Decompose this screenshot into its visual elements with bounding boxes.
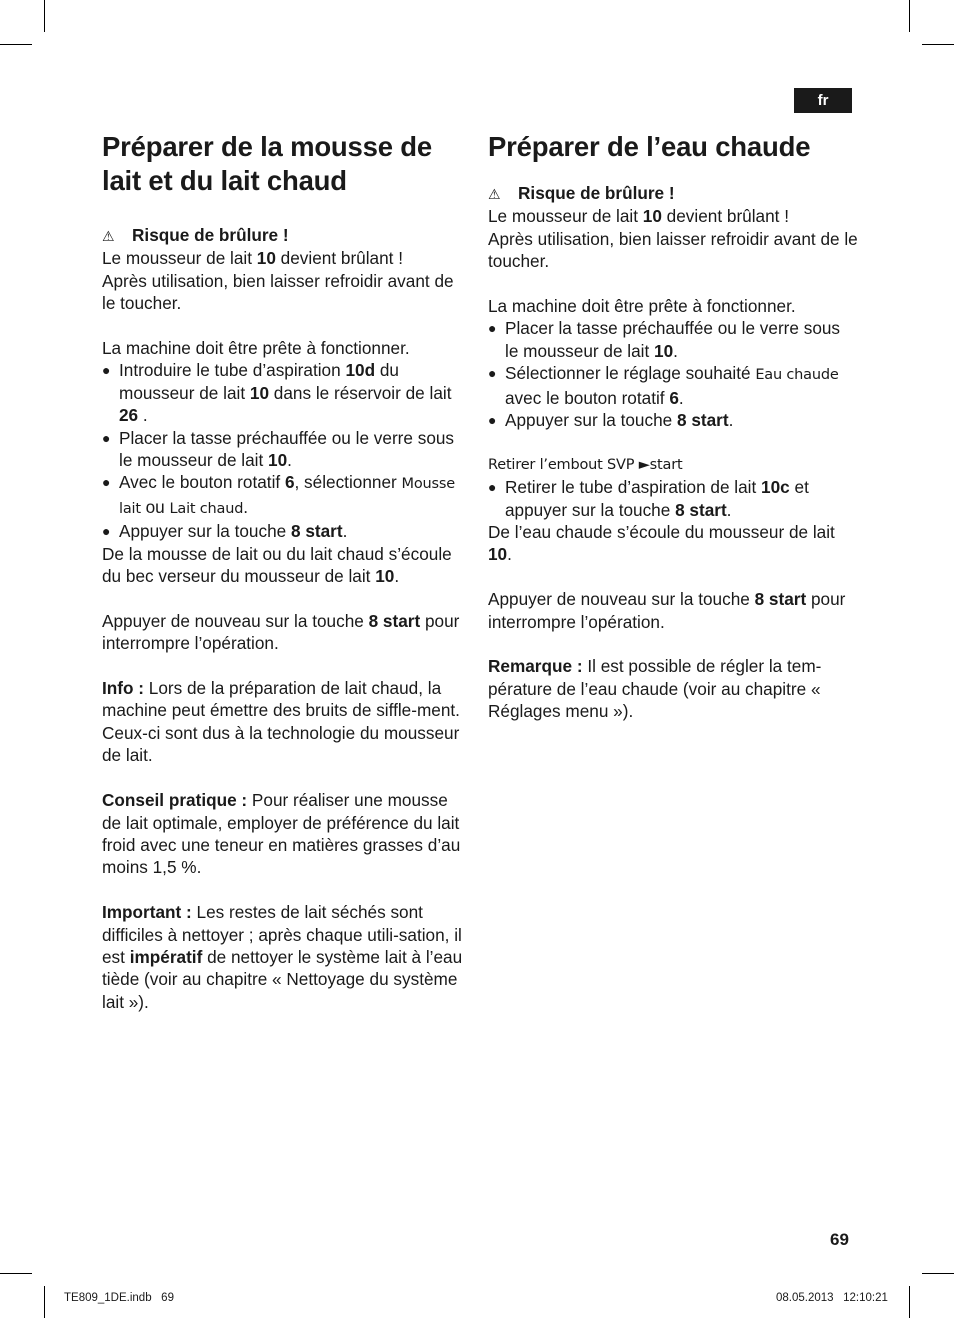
warning-heading [488, 182, 858, 205]
section-title-milk: Préparer de la mousse de lait et du lait chaud [102, 131, 432, 196]
crop-mark [909, 1286, 910, 1318]
crop-mark [922, 1273, 954, 1274]
list-item: ● Appuyer sur la touche 8 start. [488, 410, 734, 431]
left-column [102, 130, 470, 1013]
warning-title: Risque de brûlure ! [132, 225, 289, 245]
list-item: ● Placer la tasse préchauffée ou le verre sous le mousseur de lait 10. [488, 318, 841, 361]
crop-mark [44, 0, 45, 32]
flow-text: De la mousse de lait ou du lait chaud s’écoule du bec verseur du mousseur de lait 10. [102, 543, 452, 587]
language-tab: fr [794, 88, 852, 113]
bullet-icon: ● [488, 320, 497, 337]
tip-text: Conseil pratique : Pour réaliser une mousse de lait optimale, employer de préférence du lait froid avec une teneur en matières grasses d’au moins 1,5 %. [102, 790, 461, 878]
list-item: ● Placer la tasse préchauffée ou le verre sous le mousseur de lait 10. [102, 427, 455, 471]
warning-title: Risque de brûlure ! [518, 183, 675, 203]
warning-icon: ⚠ [488, 186, 501, 202]
info-text: Info : Lors de la préparation de lait chaud, la machine peut émettre des bruits de siffle-ment. Ceux-ci sont dus à la technologie du mousseur de lait. [102, 678, 460, 766]
again-text: Appuyer de nouveau sur la touche 8 start pour interrompre l’opération. [488, 589, 846, 632]
warning-text: Le mousseur de lait 10 devient brûlant ! [488, 206, 789, 227]
warning-icon: ⚠ [102, 228, 115, 244]
footer-date: 08.05.2013 12:10:21 [776, 1292, 888, 1304]
list-item: ● Introduire le tube d’aspiration 10d du mousseur de lait 10 dans le réservoir de lait 26 . [102, 360, 452, 426]
warning-text: Après utilisation, bien laisser refroidir avant de le toucher. [488, 228, 858, 272]
crop-mark [44, 1286, 45, 1318]
note-text: Remarque : Il est possible de régler la tem-pérature de l’eau chaude (voir au chapitre « Réglages menu »). [488, 656, 822, 722]
page-number: 69 [830, 1230, 849, 1249]
ready-text: La machine doit être prête à fonctionner. [488, 296, 796, 317]
display-text: Eau chaude [755, 367, 839, 384]
footer-file: TE809_1DE.indb 69 [64, 1292, 174, 1304]
crop-mark [0, 1273, 32, 1274]
list-item: ● Appuyer sur la touche 8 start. [102, 521, 348, 542]
crop-mark [0, 44, 32, 45]
bullet-icon: ● [102, 474, 111, 491]
right-column [488, 130, 858, 723]
display-text: Mousse lait [119, 476, 455, 517]
section-title-water: Préparer de l’eau chaude [488, 131, 811, 162]
flow-text: De l’eau chaude s’écoule du mousseur de lait 10. [488, 522, 835, 565]
bullet-icon: ● [102, 362, 111, 379]
display-message: Retirer l’embout SVP ►start [488, 456, 683, 473]
warning-text: Après utilisation, bien laisser refroidir avant de le toucher. [102, 270, 454, 314]
warning-text: Le mousseur de lait 10 devient brûlant ! [102, 248, 403, 269]
display-text: Lait chaud [169, 500, 244, 517]
list-item: ● Sélectionner le réglage souhaité Eau chaude avec le bouton rotatif 6. [488, 363, 839, 408]
important-text: Important : Les restes de lait séchés sont difficiles à nettoyer ; après chaque utili-sation, il est impératif de nettoyer le système lait à l’eau tiède (voir au chapitre « Nettoyage du système lait »). [102, 902, 463, 1012]
bullet-icon: ● [102, 523, 111, 540]
bullet-icon: ● [488, 479, 497, 496]
crop-mark [909, 0, 910, 32]
bullet-icon: ● [488, 412, 497, 429]
list-item: ● Retirer le tube d’aspiration de lait 10c et appuyer sur la touche 8 start. [488, 477, 809, 520]
bullet-icon: ● [488, 365, 497, 382]
list-item: ● Avec le bouton rotatif 6, sélectionner Mousse lait ou Lait chaud. [102, 472, 455, 517]
crop-mark [922, 44, 954, 45]
bullet-icon: ● [102, 429, 111, 446]
warning-heading [102, 224, 470, 247]
again-text: Appuyer de nouveau sur la touche 8 start pour interrompre l’opération. [102, 610, 460, 654]
ready-text: La machine doit être prête à fonctionner. [102, 338, 410, 359]
